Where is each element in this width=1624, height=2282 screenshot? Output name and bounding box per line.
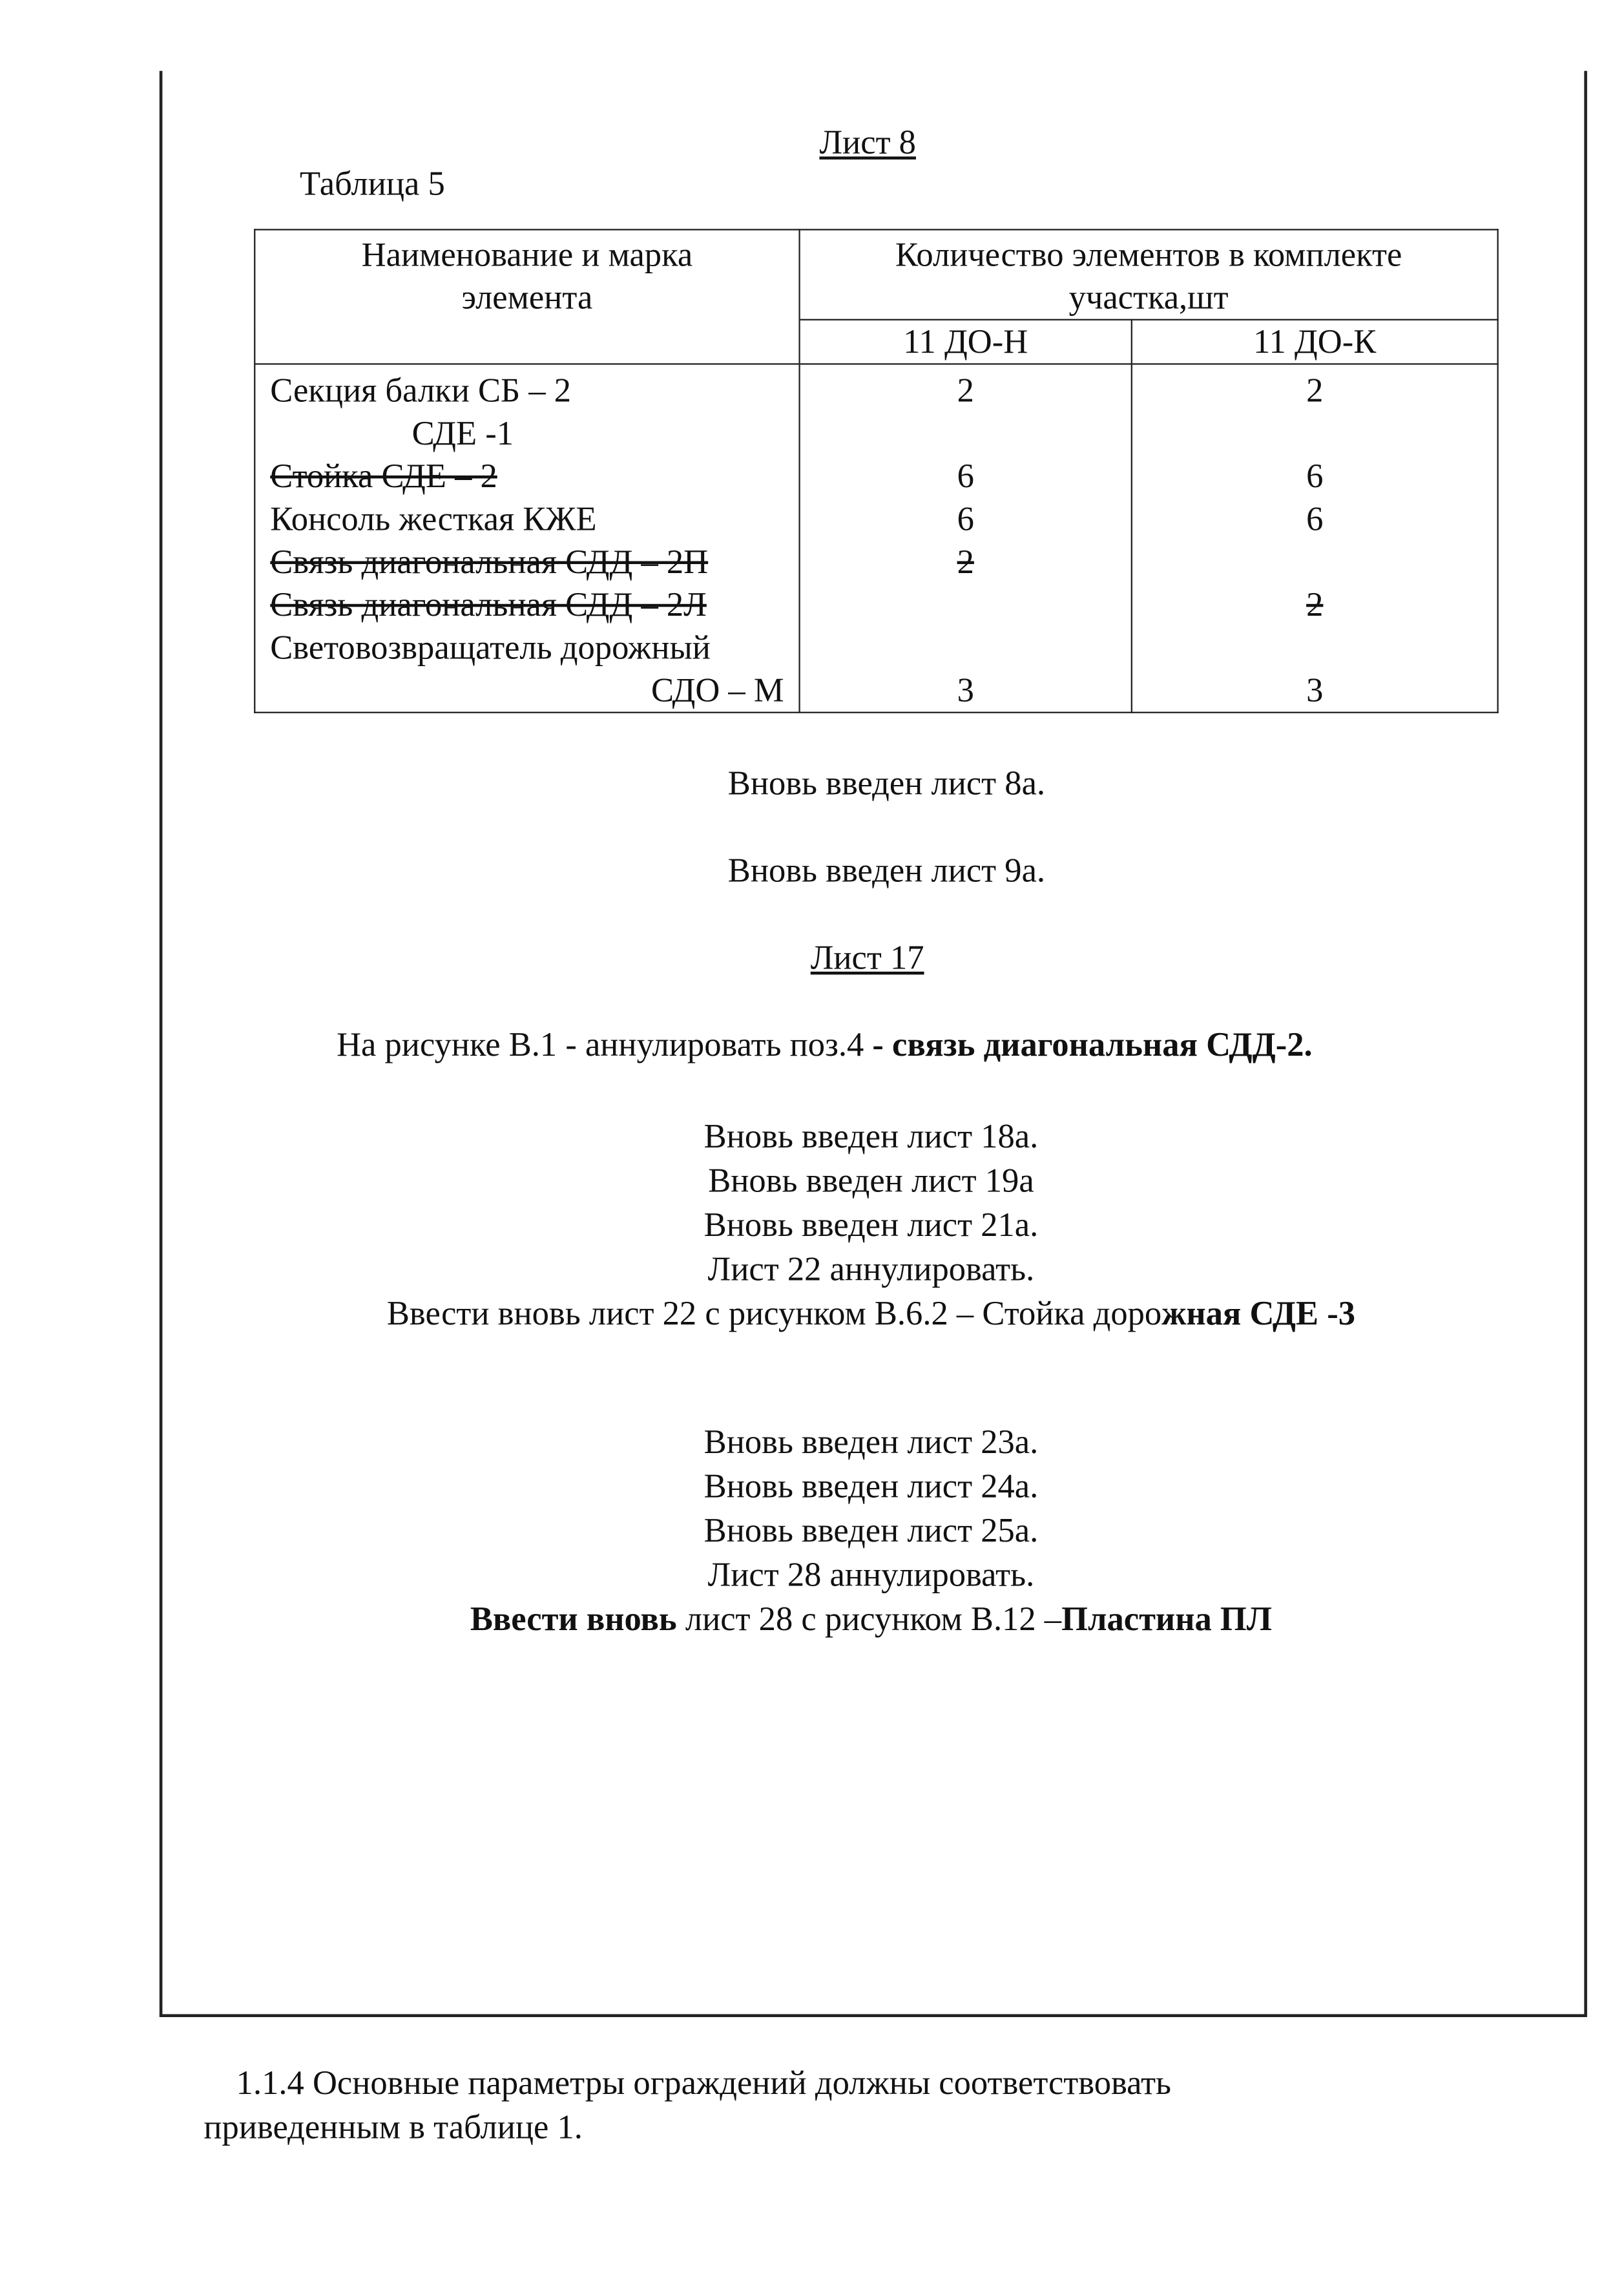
change-line: Вновь введен лист 21а. (703, 1206, 1039, 1244)
subheader-11-do-k: 11 ДО-К (1132, 320, 1498, 364)
table-cell (1132, 412, 1497, 455)
table-cell-struck: 2 (1306, 586, 1324, 623)
sheet-17-heading: Лист 17 (810, 939, 924, 976)
note-sheet-8a: Вновь введен лист 8а. (727, 764, 1046, 802)
change-line: Лист 22 аннулировать. (707, 1250, 1035, 1288)
table-row-name-struck: Стойка СДЕ – 2 (270, 457, 497, 495)
table-cell (800, 583, 1131, 626)
sheet-17-instruction: На рисунке В.1 - аннулировать поз.4 - связь диагональная СДД-2. (337, 1026, 1313, 1063)
table-row-name: СДЕ -1 (411, 415, 514, 452)
change-line: Ввести вновь лист 28 с рисунком В.12 –Пластина ПЛ (470, 1600, 1272, 1638)
change-line: Вновь введен лист 23а. (703, 1423, 1039, 1461)
change-line: Вновь введен лист 19а (708, 1162, 1034, 1199)
table-row-name: Секция балки СБ – 2 (270, 372, 572, 410)
change-line: Вновь введен лист 18а. (703, 1118, 1039, 1155)
table-row-name-struck: Связь диагональная СДД – 2Л (270, 586, 707, 623)
table-cell: 6 (957, 457, 974, 495)
table-cell (1132, 540, 1497, 583)
frame-left-border (160, 71, 161, 2016)
column-11-do-k (1132, 364, 1498, 712)
table-5 (254, 229, 1499, 713)
header-element-name: Наименование и марка элемента (255, 229, 799, 364)
table-cell: 6 (957, 500, 974, 538)
change-list (265, 1115, 1476, 1337)
table-row-name: Консоль жесткая КЖЕ (270, 500, 597, 538)
frame-right-border (1584, 71, 1586, 2016)
table-caption: Таблица 5 (299, 165, 445, 203)
table-cell: 6 (1306, 500, 1324, 538)
table-cell: 2 (1306, 372, 1324, 410)
frame-bottom-border (160, 2014, 1587, 2016)
footer-paragraph (203, 2062, 1171, 2150)
footer-line-1: 1.1.4 Основные параметры ограждений должны соответствовать (236, 2064, 1172, 2102)
sheet-8-heading: Лист 8 (819, 123, 916, 162)
subheader-11-do-n: 11 ДО-Н (800, 320, 1132, 364)
change-line: Вновь введен лист 24а. (703, 1467, 1039, 1505)
header-element-count: Количество элементов в комплекте участка,шт (800, 229, 1498, 319)
footer-line-2: приведенным в таблице 1. (203, 2108, 583, 2146)
change-line: Ввести вновь лист 22 с рисунком В.6.2 – Стойка дорожная СДЕ -3 (386, 1295, 1356, 1332)
table-row-name: Световозвращатель дорожный (270, 629, 711, 666)
column-element-names (255, 364, 799, 712)
table-cell: 2 (957, 372, 974, 410)
table-cell: 6 (1306, 457, 1324, 495)
table-cell (800, 626, 1131, 669)
table-cell: 3 (957, 671, 974, 709)
table-row-name: СДО – М (651, 671, 784, 709)
table-cell-struck: 2 (957, 543, 974, 581)
table-cell: 3 (1306, 671, 1324, 709)
table-cell (1132, 626, 1497, 669)
table-cell (800, 412, 1131, 455)
change-line: Вновь введен лист 25а. (703, 1512, 1039, 1549)
note-sheet-9a: Вновь введен лист 9а. (727, 852, 1046, 889)
change-line: Лист 28 аннулировать. (707, 1556, 1035, 1594)
change-list-2 (265, 1421, 1476, 1642)
column-11-do-n (800, 364, 1132, 712)
table-row-name-struck: Связь диагональная СДД – 2П (270, 543, 709, 581)
